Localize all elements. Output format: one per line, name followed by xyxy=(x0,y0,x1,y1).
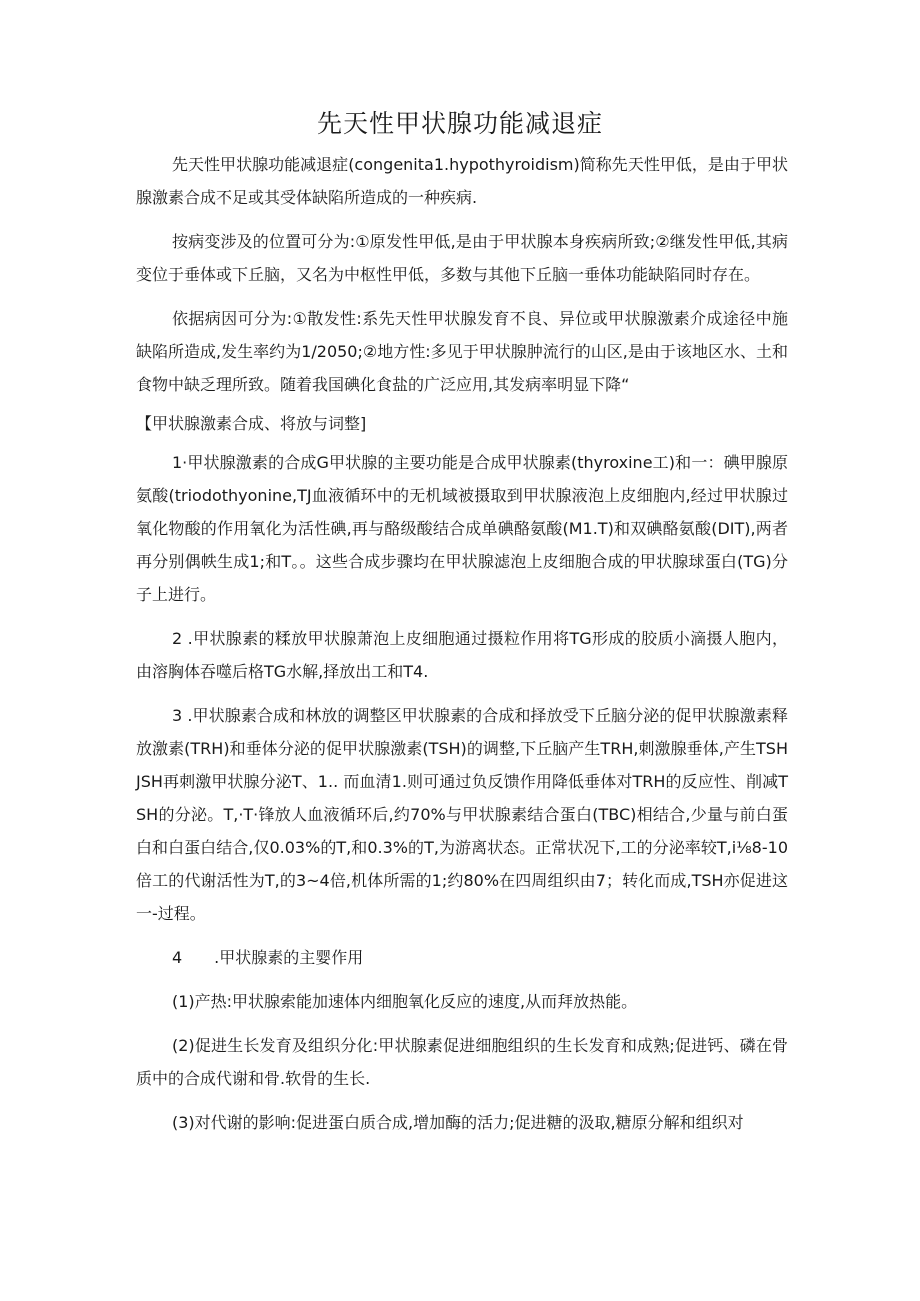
paragraph-classification-cause: 依据病因可分为:①散发性:系先天性甲状腺发育不良、异位或甲状腺激素介成途径中施缺陷所造成,发生率约为1/2050;②地方性:多见于甲状腺肿流行的山区,是由于该地区水、土和食物中缺乏理所致。随着我国碘化食盐的广泛应用,其发病率明显下降“ xyxy=(136,309,788,394)
document-body xyxy=(136,148,788,1150)
paragraph-hormone-regulation: 3 .甲状腺素合成和林放的调整区甲状腺素的合成和择放受下丘脑分泌的促甲状腺激素释放激素(TRH)和垂体分泌的促甲状腺激素(TSH)的调整,下丘脑产生TRH,刺激腺垂体,产生TSHJSH再刺激甲状腺分泌T、1.. 而血清1.则可通过负反馈作用降低垂体对TRH的反应性、削减TSH的分泌。T,·T·锋放人血液循环后,约70%与甲状腺素结合蛋白(TBC)相结合,少量与前白蛋白和白蛋白结合,仅0.03%的T,和0.3%的T,为游离状态。正常状况下,工的分泌率较T,i⅛8-10倍工的代谢活性为T,的3~4倍,机体所需的1;约80%在四周组织由7；转化而成,TSH亦促进这一-过程。 xyxy=(136,706,788,923)
paragraph-function-growth: (2)促进生长发育及组织分化:甲状腺素促进细胞组织的生长发育和成熟;促进钙、磷在骨质中的合成代谢和骨.软骨的生长. xyxy=(136,1036,788,1088)
paragraph-classification-location: 按病变涉及的位置可分为:①原发性甲低,是由于甲状腺本身疾病所致;②继发性甲低,其病变位于垂体或下丘脑，又名为中枢性甲低，多数与其他下丘脑一垂体功能缺陷同时存在。 xyxy=(136,232,788,284)
paragraph-main-functions-heading: 4 .甲状腺素的主婴作用 xyxy=(172,948,364,967)
paragraph-function-metabolism: (3)对代谢的影响:促进蛋白质合成,增加酶的活力;促进糖的汲取,糖原分解和组织对 xyxy=(172,1113,744,1132)
document-title: 先天性甲状腺功能减退症 xyxy=(316,109,603,138)
paragraph-definition: 先天性甲状腺功能减退症(congenita1.hypothyroidism)简称先天性甲低，是由于甲状腺激素合成不足或其受体缺陷所造成的一种疾病. xyxy=(136,155,788,207)
section-heading: 【甲状腺激素合成、将放与词整] xyxy=(136,414,367,433)
paragraph-hormone-release: 2 .甲状腺素的糅放甲状腺萧泡上皮细胞通过摄粒作用将TG形成的胶质小滴摄人胞内，由溶胸体吞噬后格TG水解,择放出工和T4. xyxy=(136,629,788,681)
paragraph-function-heat: (1)产热:甲状腺索能加速体内细胞氧化反应的速度,从而拜放热能。 xyxy=(172,992,638,1011)
paragraph-hormone-synthesis: 1·甲状腺激素的合成G甲状腺的主要功能是合成甲状腺素(thyroxine工)和一：碘甲腺原氨酸(triodothyonine,TJ血液循环中的无机域被摄取到甲状腺液泡上皮细胞内,经过甲状腺过氧化物酸的作用氧化为活性碘,再与酪级酸结合成单碘酪氨酸(M1.T)和双碘酪氨酸(DIT),两者再分别偶帙生成1;和T。。这些合成步骤均在甲状腺滤泡上皮细胞合成的甲状腺球蛋白(TG)分子上进行。 xyxy=(136,453,788,604)
